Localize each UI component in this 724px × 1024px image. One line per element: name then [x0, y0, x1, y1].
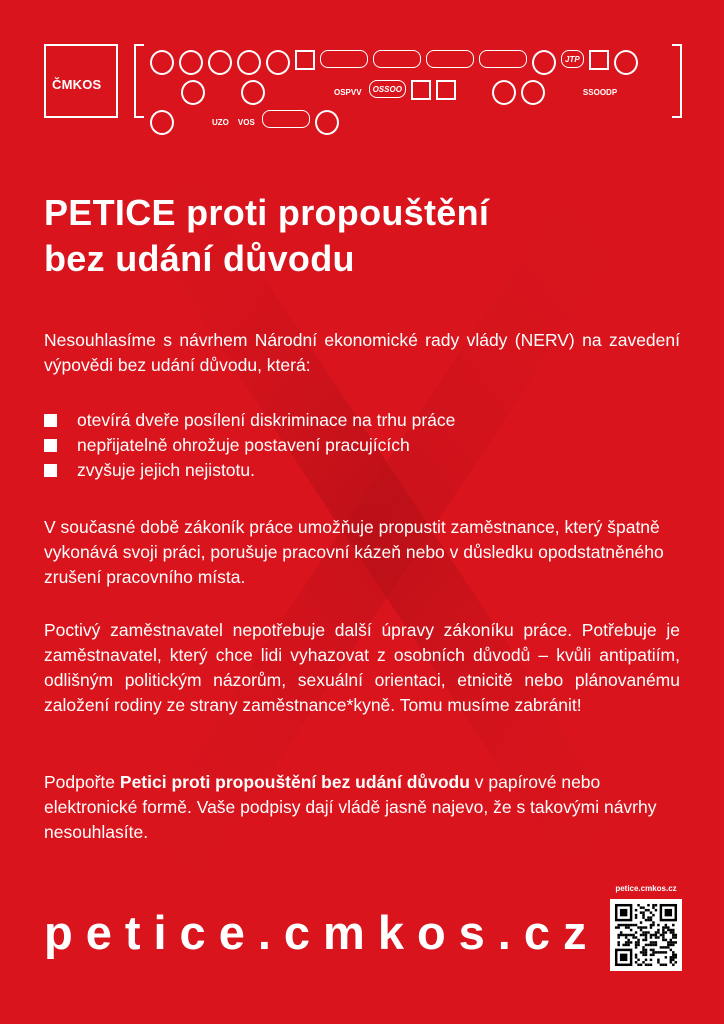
- wordmark-icon: [262, 110, 310, 128]
- square-emblem-icon: [589, 50, 609, 70]
- wordmark-icon: OSSOO: [369, 80, 406, 98]
- heart-emblem-icon: [179, 50, 203, 75]
- wordmark-icon: JTP: [561, 50, 584, 68]
- page-title: [44, 190, 489, 282]
- right-bracket: [672, 44, 682, 118]
- cmkos-logo: [44, 44, 118, 118]
- triangle-emblem-icon: [643, 50, 669, 75]
- wordmark-icon: [210, 80, 236, 105]
- bullet-list: [44, 408, 455, 483]
- square-bullet-icon: [44, 414, 57, 427]
- square-emblem-icon: [295, 50, 315, 70]
- house-emblem-icon: [266, 50, 290, 75]
- wordmark-icon: [270, 80, 296, 105]
- square-emblem-icon: [436, 80, 456, 100]
- circle-emblem-icon: [521, 80, 545, 105]
- bullet-text: otevírá dveře posílení diskriminace na trhu práce: [77, 410, 456, 430]
- wordmark-icon: [550, 80, 576, 105]
- list-item: [44, 408, 455, 433]
- wordmark-icon: VOS: [237, 118, 255, 127]
- circle-emblem-icon: [237, 50, 261, 75]
- wordmark-icon: UZO: [212, 118, 229, 127]
- circle-emblem-icon: [492, 80, 516, 105]
- post-horn-icon: [315, 110, 339, 135]
- wordmark-icon: [373, 50, 421, 68]
- wordmark-icon: SSOODP: [582, 88, 618, 97]
- member-union-logos: [150, 50, 670, 127]
- square-emblem-icon: [411, 80, 431, 100]
- cta-petition-name: Petici proti propouštění bez udání důvodu: [119, 772, 470, 792]
- circle-emblem-icon: [150, 110, 174, 135]
- qr-label: petice.cmkos.cz: [615, 884, 677, 893]
- list-item: [44, 458, 455, 483]
- circle-emblem-icon: [532, 50, 556, 75]
- cmkos-logo-text: ČMKOS: [52, 77, 102, 92]
- cta-text-start: Podpořte: [44, 772, 120, 792]
- star-emblem-icon: [614, 50, 638, 75]
- circle-emblem-icon: [150, 50, 174, 75]
- call-to-action-paragraph: [44, 770, 680, 845]
- square-bullet-icon: [44, 439, 57, 452]
- list-item: [44, 433, 455, 458]
- circle-emblem-icon: [241, 80, 265, 105]
- wordmark-icon: [426, 50, 474, 68]
- left-bracket: [134, 44, 144, 118]
- circle-emblem-icon: [181, 80, 205, 105]
- circle-emblem-icon: [208, 50, 232, 75]
- wordmark-icon: [624, 80, 650, 105]
- employer-paragraph: Poctivý zaměstnavatel nepotřebuje další úpravy zákoníku práce. Potřebuje je zaměstnavatel, který chce lidi vyhazovat z osobních důvodů – kvůli antipatiím, odlišným politickým názorům, sexuální orientaci, etnicitě nebo plánovanému založení rodiny ze strany zaměstnance*kyně. Tomu musíme zabránit!: [44, 620, 680, 715]
- petition-url[interactable]: petice.cmkos.cz: [44, 906, 600, 959]
- qr-code-icon[interactable]: [610, 899, 682, 971]
- wordmark-icon: [479, 50, 527, 68]
- bullet-text: nepřijatelně ohrožuje postavení pracujících: [77, 435, 410, 455]
- cta-text-end: v papírové nebo elektronické formě. Vaše podpisy dají vládě jasně najevo, že s takovými návrhy nesouhlasíte.: [44, 772, 657, 842]
- flag-emblem-icon: [150, 80, 176, 105]
- intro-paragraph: Nesouhlasíme s návrhem Národní ekonomické rady vlády (NERV) na zavedení výpovědi bez udání důvodu, která:: [44, 330, 680, 375]
- title-line-1: PETICE proti propouštění: [44, 192, 490, 233]
- wordmark-icon: [461, 80, 487, 105]
- wordmark-icon: [179, 110, 205, 135]
- title-line-2: bez udání důvodu: [44, 238, 355, 279]
- wordmark-icon: [301, 80, 327, 105]
- wordmark-icon: OSPVV: [334, 88, 362, 97]
- square-bullet-icon: [44, 464, 57, 477]
- bullet-text: zvyšuje jejich nejistotu.: [77, 460, 255, 480]
- wordmark-icon: [320, 50, 368, 68]
- current-law-paragraph: V současné době zákoník práce umožňuje propustit zaměstnance, který špatně vykonává svoji práci, porušuje pracovní kázeň nebo v důsledku opodstatněného zrušení pracovního místa.: [44, 517, 664, 587]
